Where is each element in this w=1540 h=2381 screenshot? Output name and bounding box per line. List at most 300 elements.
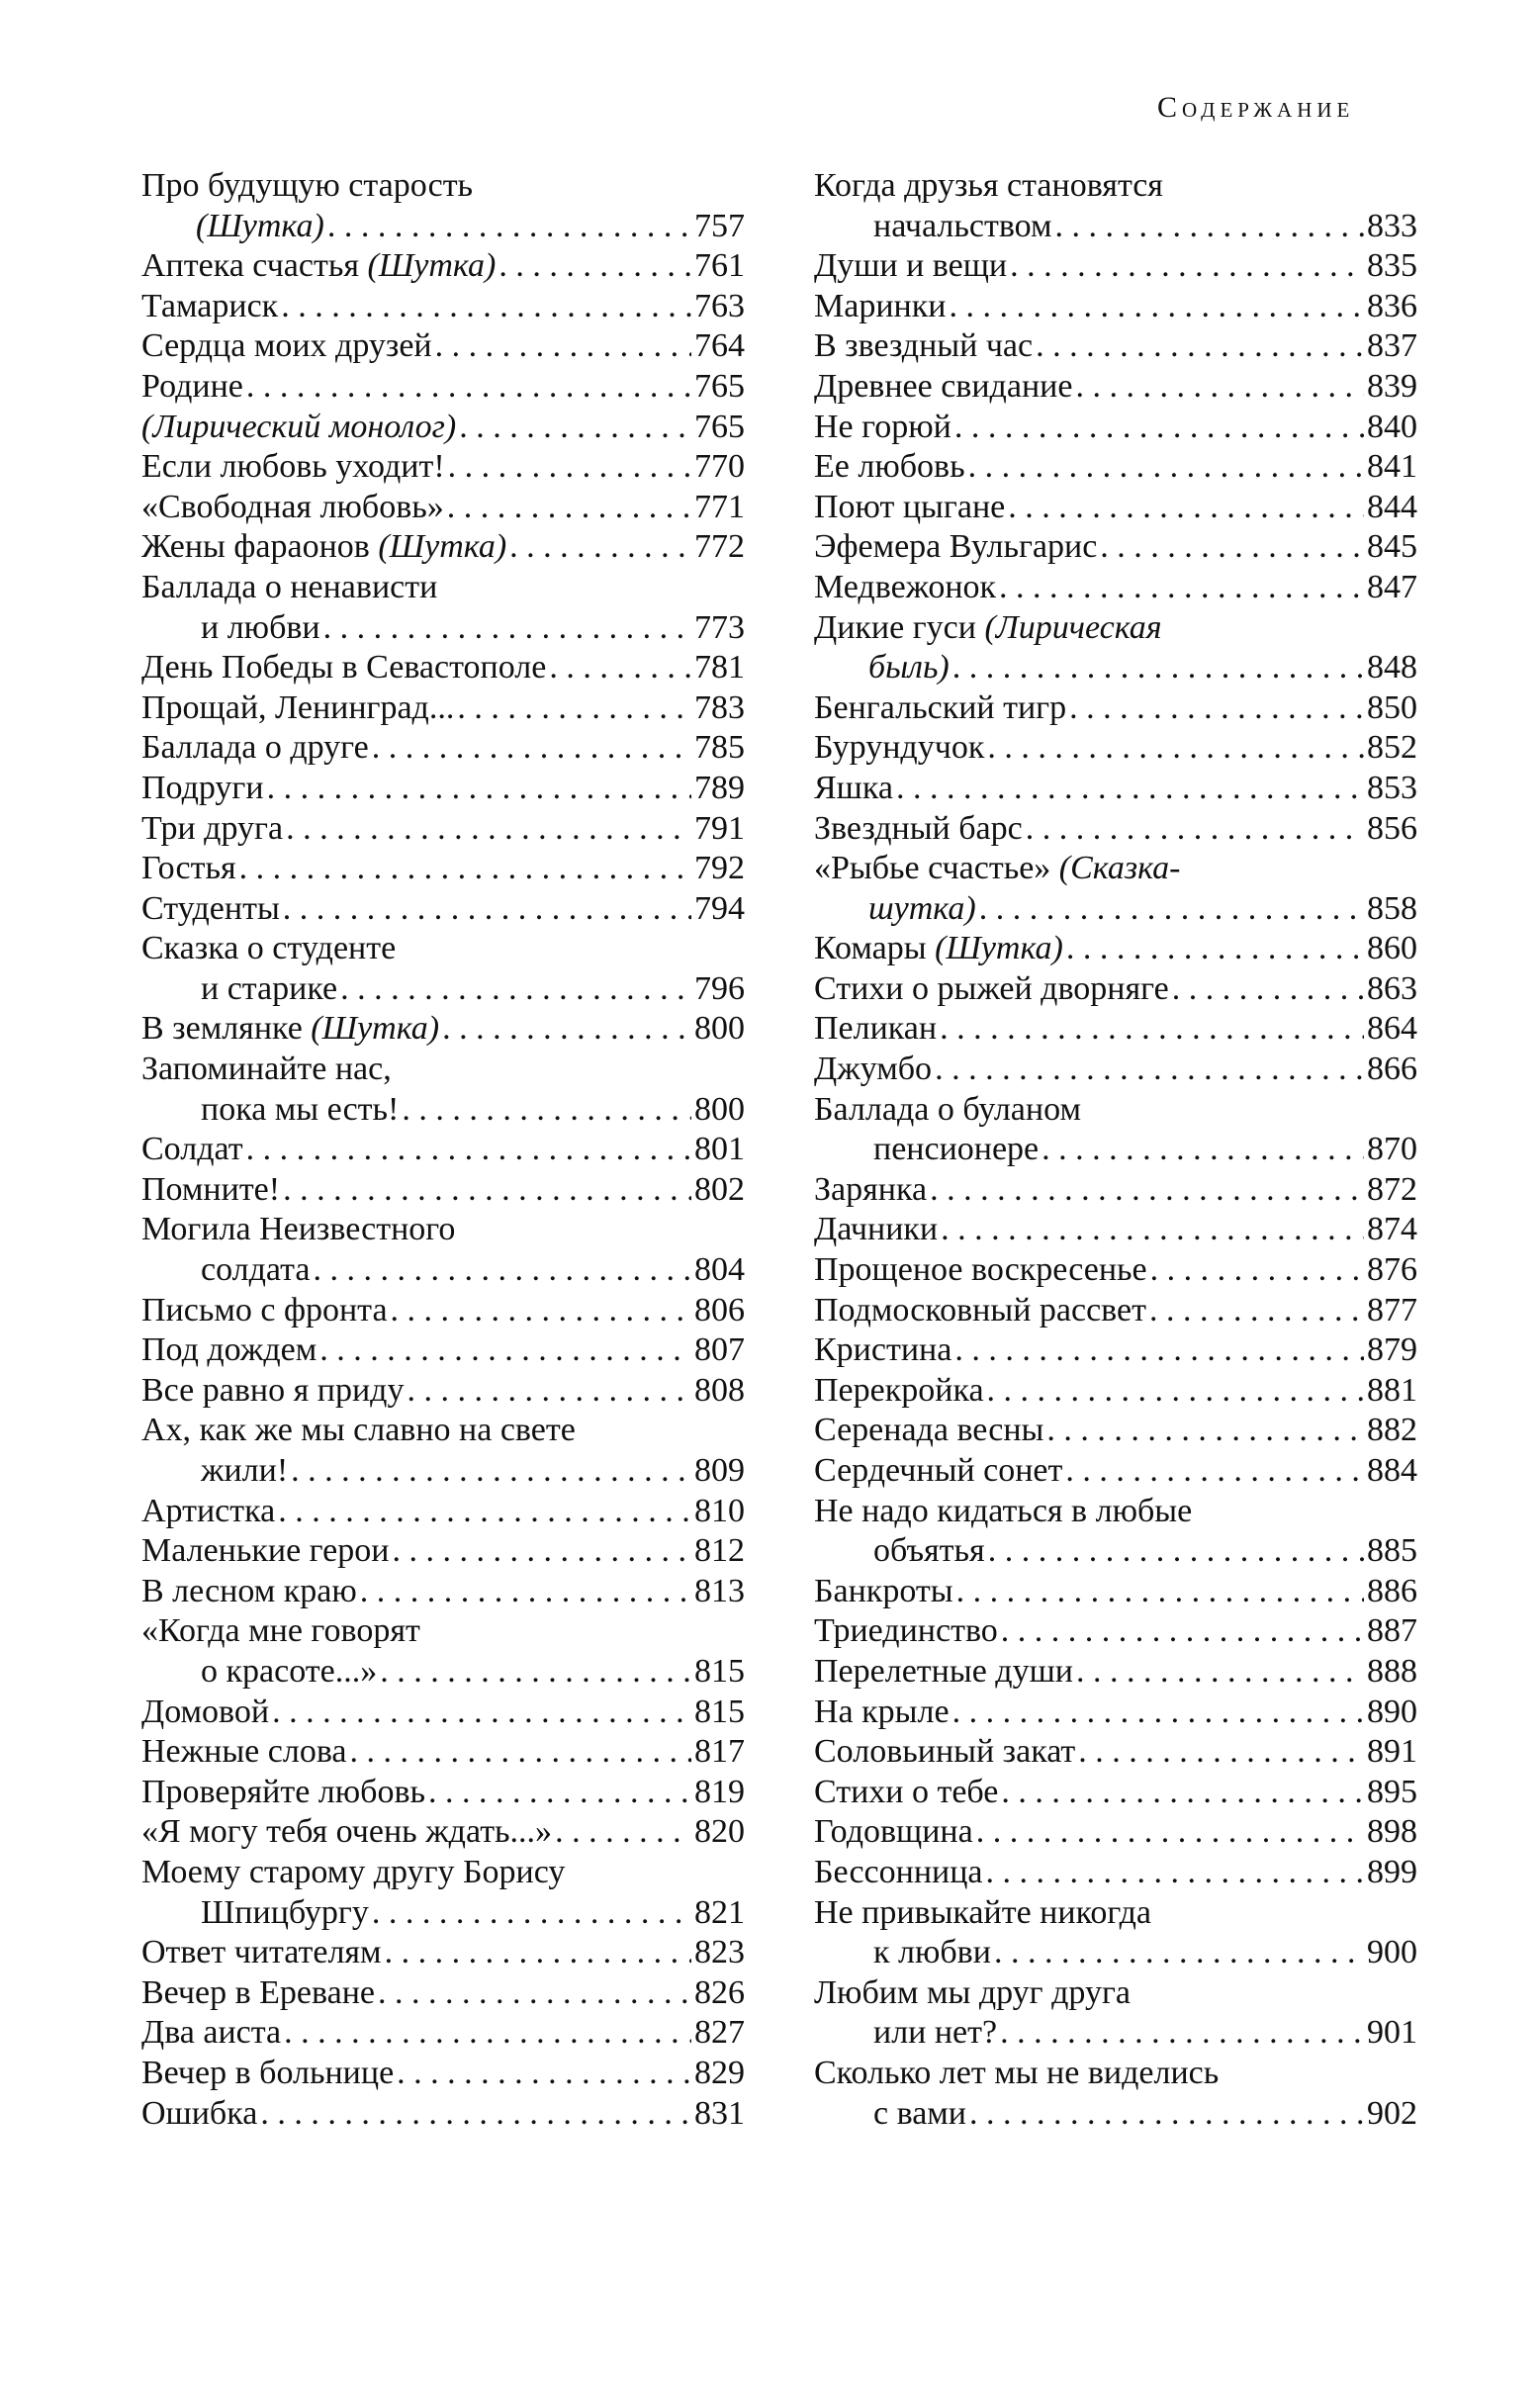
toc-page-number: 850 xyxy=(1367,688,1417,726)
dot-leader xyxy=(340,969,691,1010)
toc-entry-title-group xyxy=(141,1933,382,1973)
toc-entry[interactable] xyxy=(141,728,745,769)
toc-entry-title-group xyxy=(814,488,1005,528)
toc-entry[interactable] xyxy=(141,1170,745,1211)
toc-entry-line xyxy=(814,326,1417,367)
toc-page-number: 785 xyxy=(694,729,745,767)
dot-leader xyxy=(1036,326,1364,367)
dot-leader xyxy=(988,1531,1364,1572)
toc-entry-title: «Я могу тебя очень ждать...» xyxy=(141,1813,553,1851)
toc-entry-line xyxy=(814,1812,1417,1853)
toc-entry-subtitle: (Шутка) xyxy=(367,247,497,285)
toc-entry-line xyxy=(141,1531,745,1572)
toc-entry-line xyxy=(814,1291,1417,1331)
toc-entry[interactable] xyxy=(141,1371,745,1412)
toc-entry[interactable] xyxy=(141,1009,745,1050)
toc-page-number: 815 xyxy=(694,1693,745,1730)
toc-entry[interactable] xyxy=(814,568,1417,608)
toc-entry[interactable] xyxy=(141,889,745,930)
dot-leader xyxy=(956,1572,1364,1612)
toc-entry-line xyxy=(814,769,1417,809)
dot-leader xyxy=(402,1090,691,1131)
dot-leader xyxy=(952,648,1364,688)
toc-entry-line xyxy=(814,1773,1417,1813)
toc-entry-page-line xyxy=(814,1130,1417,1170)
toc-entry[interactable] xyxy=(141,2013,745,2054)
dot-leader xyxy=(391,1291,691,1331)
toc-entry[interactable] xyxy=(141,2054,745,2094)
toc-entry-title-group xyxy=(141,2054,394,2094)
toc-page-number: 872 xyxy=(1367,1170,1417,1208)
toc-entry[interactable] xyxy=(814,728,1417,769)
dot-leader xyxy=(1046,1411,1364,1451)
toc-entry-title-continued: и любви xyxy=(201,608,320,646)
toc-entry[interactable] xyxy=(814,1773,1417,1813)
toc-entry[interactable] xyxy=(141,1210,745,1290)
toc-entry-title-line xyxy=(141,1411,745,1451)
toc-entry-title: Баллада о буланом xyxy=(814,1090,1081,1128)
dot-leader xyxy=(246,1130,691,1170)
toc-entry[interactable] xyxy=(141,408,745,448)
toc-page-number: 839 xyxy=(1367,367,1417,405)
toc-entry[interactable] xyxy=(814,246,1417,287)
toc-entry-title: В лесном краю xyxy=(141,1572,357,1609)
toc-page-number: 783 xyxy=(694,688,745,726)
toc-page-number: 866 xyxy=(1367,1051,1417,1088)
dot-leader xyxy=(319,1330,691,1371)
toc-entry-title-continued: к любви xyxy=(873,1934,991,1971)
toc-entry[interactable] xyxy=(814,1250,1417,1291)
toc-entry[interactable] xyxy=(141,688,745,729)
toc-page-number: 813 xyxy=(694,1572,745,1609)
toc-entry-line xyxy=(141,287,745,327)
toc-entry-title: Три друга xyxy=(141,809,284,847)
toc-entry-title-group xyxy=(141,1531,389,1572)
toc-entry-title-group xyxy=(814,1451,1062,1492)
toc-entry-line xyxy=(141,2054,745,2094)
toc-entry-title-group xyxy=(141,367,243,408)
toc-page-number: 806 xyxy=(694,1291,745,1328)
toc-entry[interactable] xyxy=(141,1732,745,1773)
toc-page-number: 870 xyxy=(1367,1131,1417,1168)
dot-leader xyxy=(498,246,691,287)
toc-page-number: 863 xyxy=(1367,969,1417,1007)
toc-entry-title: Нежные слова xyxy=(141,1733,347,1771)
toc-page-number: 801 xyxy=(694,1131,745,1168)
dot-leader xyxy=(442,1009,691,1050)
toc-entry-title-continued: быль) xyxy=(868,649,950,687)
toc-entry-line xyxy=(141,1492,745,1532)
toc-page-number: 761 xyxy=(694,247,745,285)
toc-entry[interactable] xyxy=(141,246,745,287)
toc-entry[interactable] xyxy=(141,1130,745,1170)
toc-entry-title-group xyxy=(141,1371,404,1412)
toc-entry[interactable] xyxy=(814,1170,1417,1211)
toc-entry-line xyxy=(814,969,1417,1010)
toc-entry-title-group xyxy=(141,1492,275,1532)
toc-entry-title-line xyxy=(814,1893,1417,1934)
toc-entry-title: Подмосковный рассвет xyxy=(814,1291,1146,1328)
toc-entry[interactable] xyxy=(141,568,745,648)
toc-entry[interactable] xyxy=(814,367,1417,408)
toc-entry-title-line xyxy=(814,1090,1417,1131)
toc-entry-page-line xyxy=(814,2013,1417,2054)
dot-leader xyxy=(987,1371,1364,1412)
toc-entry-title: В звездный час xyxy=(814,327,1034,365)
toc-page-number: 886 xyxy=(1367,1572,1417,1609)
dot-leader xyxy=(278,1492,691,1532)
toc-entry-title-group xyxy=(814,1572,953,1612)
dot-leader xyxy=(291,1451,691,1492)
toc-entry[interactable] xyxy=(814,1291,1417,1331)
toc-entry[interactable] xyxy=(141,488,745,528)
toc-entry[interactable] xyxy=(814,527,1417,568)
toc-entry[interactable] xyxy=(814,166,1417,246)
toc-entry[interactable] xyxy=(141,809,745,850)
dot-leader xyxy=(1149,1291,1364,1331)
toc-entry-title: Жены фараонов xyxy=(141,528,379,566)
toc-entry-line xyxy=(141,728,745,769)
toc-page-number: 901 xyxy=(1367,2014,1417,2052)
toc-entry-subtitle: (Лирический монолог) xyxy=(141,408,457,445)
toc-entry-line xyxy=(141,1330,745,1371)
toc-entry-title-group xyxy=(814,1330,951,1371)
dot-leader xyxy=(407,1371,691,1412)
toc-entry-title-line xyxy=(141,1050,745,1090)
toc-entry[interactable] xyxy=(141,367,745,408)
toc-entry[interactable] xyxy=(814,1210,1417,1250)
toc-entry-title: Проверяйте любовь xyxy=(141,1773,426,1810)
toc-entry-title-line xyxy=(814,2054,1417,2094)
toc-page-number: 835 xyxy=(1367,247,1417,285)
toc-entry-title-continued: пенсионере xyxy=(873,1131,1040,1168)
toc-entry-title: Пеликан xyxy=(814,1010,938,1048)
toc-entry-title: Если любовь уходит! xyxy=(141,448,445,486)
dot-leader xyxy=(949,287,1364,327)
toc-page-number: 819 xyxy=(694,1773,745,1810)
toc-entry[interactable] xyxy=(141,1853,745,1933)
toc-entry[interactable] xyxy=(141,1611,745,1692)
toc-entry-title: Ее любовь xyxy=(814,448,965,486)
toc-entry-page-line xyxy=(814,648,1417,688)
toc-entry[interactable] xyxy=(814,1893,1417,1973)
toc-entry[interactable] xyxy=(814,849,1417,929)
toc-entry-line xyxy=(141,1170,745,1211)
toc-entry-title-group xyxy=(814,929,1063,969)
toc-entry-line xyxy=(814,1611,1417,1652)
toc-page-number: 888 xyxy=(1367,1652,1417,1690)
toc-entry[interactable] xyxy=(141,849,745,889)
toc-entry-title: «Свободная любовь» xyxy=(141,488,444,525)
toc-entry-title: Комары xyxy=(814,930,936,967)
toc-entry-line xyxy=(141,447,745,488)
dot-leader xyxy=(281,287,691,327)
toc-entry-title: Зарянка xyxy=(814,1170,928,1208)
toc-entry-title: В землянке xyxy=(141,1010,312,1048)
toc-entry-title: Тамариск xyxy=(141,287,279,324)
dot-leader xyxy=(935,1050,1364,1090)
toc-entry-line xyxy=(814,1572,1417,1612)
toc-entry-title-group xyxy=(814,1371,984,1412)
toc-page-number: 841 xyxy=(1367,448,1417,486)
toc-entry-title-continued: или нет? xyxy=(873,2014,998,2052)
toc-entry-title: Соловьиный закат xyxy=(814,1733,1076,1771)
toc-entry[interactable] xyxy=(141,326,745,367)
toc-entry-page-line xyxy=(814,2094,1417,2135)
toc-entry-page-line xyxy=(141,1250,745,1291)
toc-entry[interactable] xyxy=(814,326,1417,367)
dot-leader xyxy=(372,728,691,769)
toc-entry[interactable] xyxy=(141,287,745,327)
toc-entry-title: На крыле xyxy=(814,1693,950,1730)
dot-leader xyxy=(327,207,691,247)
toc-entry-title: Маринки xyxy=(814,287,947,324)
dot-leader xyxy=(448,447,691,488)
toc-entry-title-group xyxy=(141,1009,439,1050)
toc-entry[interactable] xyxy=(141,1812,745,1853)
toc-entry-title: Моему старому другу Борису xyxy=(141,1853,566,1890)
toc-entry-title: Артистка xyxy=(141,1492,276,1529)
toc-entry[interactable] xyxy=(141,1330,745,1371)
toc-entry-title-group xyxy=(141,648,546,688)
dot-leader xyxy=(1010,246,1364,287)
toc-entry[interactable] xyxy=(814,769,1417,809)
toc-entry-line xyxy=(141,1933,745,1973)
toc-entry-title-group xyxy=(814,1210,938,1250)
toc-entry[interactable] xyxy=(814,929,1417,969)
toc-entry-title: Звездный барс xyxy=(814,809,1023,847)
toc-page-number: 802 xyxy=(694,1170,745,1208)
toc-entry-title-group xyxy=(141,769,264,809)
dot-leader xyxy=(976,1812,1364,1853)
toc-page-number: 823 xyxy=(694,1934,745,1971)
toc-page-number: 840 xyxy=(1367,408,1417,445)
toc-entry-line xyxy=(814,1853,1417,1893)
toc-entry[interactable] xyxy=(141,1933,745,1973)
toc-entry-title: Серенада весны xyxy=(814,1412,1044,1449)
toc-entry-title-group xyxy=(141,1130,243,1170)
toc-entry[interactable] xyxy=(814,1451,1417,1492)
dot-leader xyxy=(372,1893,691,1934)
dot-leader xyxy=(360,1572,691,1612)
toc-page-number: 877 xyxy=(1367,1291,1417,1328)
toc-entry[interactable] xyxy=(814,488,1417,528)
dot-leader xyxy=(896,769,1364,809)
dot-leader xyxy=(1150,1250,1364,1291)
dot-leader xyxy=(968,447,1364,488)
toc-entry-title-group xyxy=(814,1411,1043,1451)
toc-entry-line xyxy=(814,1330,1417,1371)
dot-leader xyxy=(428,1773,691,1813)
toc-entry-title-continued: пока мы есть! xyxy=(201,1090,400,1128)
toc-entry-line xyxy=(814,1411,1417,1451)
toc-page-number: 765 xyxy=(694,408,745,445)
toc-entry[interactable] xyxy=(814,408,1417,448)
toc-entry[interactable] xyxy=(814,809,1417,850)
toc-entry[interactable] xyxy=(141,447,745,488)
toc-page-number: 807 xyxy=(694,1331,745,1369)
toc-page-number: 874 xyxy=(1367,1211,1417,1248)
toc-entry-line xyxy=(141,1291,745,1331)
toc-entry-title-group xyxy=(814,527,1097,568)
toc-entry-line xyxy=(814,1250,1417,1291)
toc-entry[interactable] xyxy=(814,1611,1417,1652)
toc-entry[interactable] xyxy=(814,1090,1417,1170)
toc-entry-line xyxy=(141,408,745,448)
toc-entry-title-group xyxy=(141,849,236,889)
toc-entry[interactable] xyxy=(814,1812,1417,1853)
toc-entry-line xyxy=(141,889,745,930)
toc-entry-line xyxy=(141,688,745,729)
toc-entry[interactable] xyxy=(141,648,745,688)
toc-entry[interactable] xyxy=(141,1572,745,1612)
toc-entry[interactable] xyxy=(814,1973,1417,2054)
toc-page-number: 772 xyxy=(694,528,745,566)
toc-entry-title-group xyxy=(814,1170,927,1211)
toc-entry[interactable] xyxy=(141,1492,745,1532)
toc-entry-line xyxy=(814,568,1417,608)
toc-entry[interactable] xyxy=(814,1411,1417,1451)
toc-entry-title: «Когда мне говорят xyxy=(141,1612,420,1650)
toc-entry[interactable] xyxy=(814,969,1417,1010)
toc-entry[interactable] xyxy=(814,1050,1417,1090)
toc-entry-title: Древнее свидание xyxy=(814,367,1073,405)
dot-leader xyxy=(941,1210,1364,1250)
toc-page-number: 796 xyxy=(694,969,745,1007)
toc-page-number: 821 xyxy=(694,1893,745,1931)
toc-entry-title-group xyxy=(814,367,1072,408)
toc-entry[interactable] xyxy=(141,2094,745,2135)
toc-entry-line xyxy=(141,527,745,568)
toc-entry-title: Не надо кидаться в любые xyxy=(814,1492,1193,1529)
toc-entry-line xyxy=(141,1572,745,1612)
toc-entry-line xyxy=(141,1009,745,1050)
toc-entry-title: Могила Неизвестного xyxy=(141,1211,456,1248)
toc-entry[interactable] xyxy=(814,287,1417,327)
toc-entry[interactable] xyxy=(814,1330,1417,1371)
toc-entry[interactable] xyxy=(814,1492,1417,1572)
toc-page-number: 864 xyxy=(1367,1010,1417,1048)
toc-entry-title: Прощай, Ленинград... xyxy=(141,688,455,726)
toc-entry-title-continued: с вами xyxy=(873,2094,966,2132)
toc-page-number: 820 xyxy=(694,1813,745,1851)
toc-entry[interactable] xyxy=(141,1531,745,1572)
toc-entry-title-group xyxy=(141,1812,552,1853)
toc-entry-title: Про будущую старость xyxy=(141,167,474,204)
running-head: Содержание xyxy=(1157,91,1355,124)
toc-entry[interactable] xyxy=(814,1853,1417,1893)
toc-entry-title-continued: (Шутка) xyxy=(196,207,324,244)
toc-entry[interactable] xyxy=(814,2054,1417,2134)
toc-page-number: 891 xyxy=(1367,1733,1417,1771)
toc-entry[interactable] xyxy=(814,608,1417,688)
toc-entry-title: Баллада о друге xyxy=(141,729,369,767)
toc-entry-title: Джумбо xyxy=(814,1051,933,1088)
toc-entry-line xyxy=(814,287,1417,327)
toc-entry[interactable] xyxy=(814,1732,1417,1773)
toc-page-number: 808 xyxy=(694,1371,745,1409)
dot-leader xyxy=(987,728,1364,769)
toc-entry[interactable] xyxy=(141,1973,745,2014)
dot-leader xyxy=(397,2054,691,2094)
toc-entry-title-continued: жили! xyxy=(201,1452,289,1489)
toc-entry-title: Перекройка xyxy=(814,1371,984,1409)
toc-entry[interactable] xyxy=(141,1693,745,1733)
toc-entry[interactable] xyxy=(141,1773,745,1813)
toc-entry-title: Годовщина xyxy=(814,1813,973,1851)
toc-page-number: 831 xyxy=(694,2094,745,2132)
toc-entry[interactable] xyxy=(141,769,745,809)
toc-entry-title: Любим мы друг друга xyxy=(814,1973,1132,2011)
dot-leader xyxy=(392,1531,691,1572)
toc-entry[interactable] xyxy=(814,1009,1417,1050)
dot-leader xyxy=(284,2013,691,2054)
toc-entry[interactable] xyxy=(141,1411,745,1491)
toc-entry-title: Эфемера Вульгарис xyxy=(814,528,1098,566)
dot-leader xyxy=(435,326,691,367)
toc-page-number: 852 xyxy=(1367,729,1417,767)
toc-page-number: 773 xyxy=(694,608,745,646)
toc-entry-title-group xyxy=(814,769,893,809)
toc-entry[interactable] xyxy=(814,688,1417,729)
toc-entry-title-group xyxy=(814,246,1007,287)
toc-entry[interactable] xyxy=(141,527,745,568)
toc-page-number: 860 xyxy=(1367,930,1417,967)
toc-entry[interactable] xyxy=(814,1371,1417,1412)
dot-leader xyxy=(1066,929,1364,969)
toc-entry-title: Студенты xyxy=(141,889,280,927)
toc-entry-title-group xyxy=(141,688,454,729)
toc-entry-title-group xyxy=(814,326,1033,367)
toc-entry-title-continued: Шпицбургу xyxy=(201,1893,369,1931)
dot-leader xyxy=(260,2094,691,2135)
toc-entry-line xyxy=(141,1693,745,1733)
toc-entry-page-line xyxy=(141,1090,745,1131)
toc-entry-title-group xyxy=(814,1652,1073,1693)
toc-entry[interactable] xyxy=(814,1693,1417,1733)
toc-entry-line xyxy=(141,246,745,287)
toc-entry[interactable] xyxy=(814,447,1417,488)
toc-entry[interactable] xyxy=(141,1291,745,1331)
toc-entry-page-line xyxy=(141,969,745,1010)
toc-entry-title-group xyxy=(141,1693,269,1733)
toc-entry-title-line xyxy=(814,849,1417,889)
toc-entry-line xyxy=(141,1371,745,1412)
toc-entry-page-line xyxy=(141,1893,745,1934)
toc-entry-title-group xyxy=(814,1291,1146,1331)
toc-entry-subtitle: (Лирическая xyxy=(984,608,1162,646)
toc-entry-title: Стихи о тебе xyxy=(814,1773,999,1810)
toc-entry[interactable] xyxy=(141,929,745,1009)
toc-page-number: 856 xyxy=(1367,809,1417,847)
dot-leader xyxy=(1000,2013,1364,2054)
toc-entry-line xyxy=(814,447,1417,488)
toc-page-number: 770 xyxy=(694,448,745,486)
toc-entry[interactable] xyxy=(814,1652,1417,1693)
toc-entry[interactable] xyxy=(141,1050,745,1130)
dot-leader xyxy=(246,367,691,408)
toc-entry-title: Подруги xyxy=(141,769,264,806)
toc-entry[interactable] xyxy=(141,166,745,246)
toc-page-number: 844 xyxy=(1367,488,1417,525)
dot-leader xyxy=(1076,1652,1364,1693)
toc-entry-title-line xyxy=(141,568,745,608)
toc-entry-title-line xyxy=(814,1973,1417,2014)
toc-entry[interactable] xyxy=(814,1572,1417,1612)
dot-leader xyxy=(1008,488,1364,528)
toc-entry-title: Гостья xyxy=(141,850,236,887)
toc-page-number: 884 xyxy=(1367,1452,1417,1489)
